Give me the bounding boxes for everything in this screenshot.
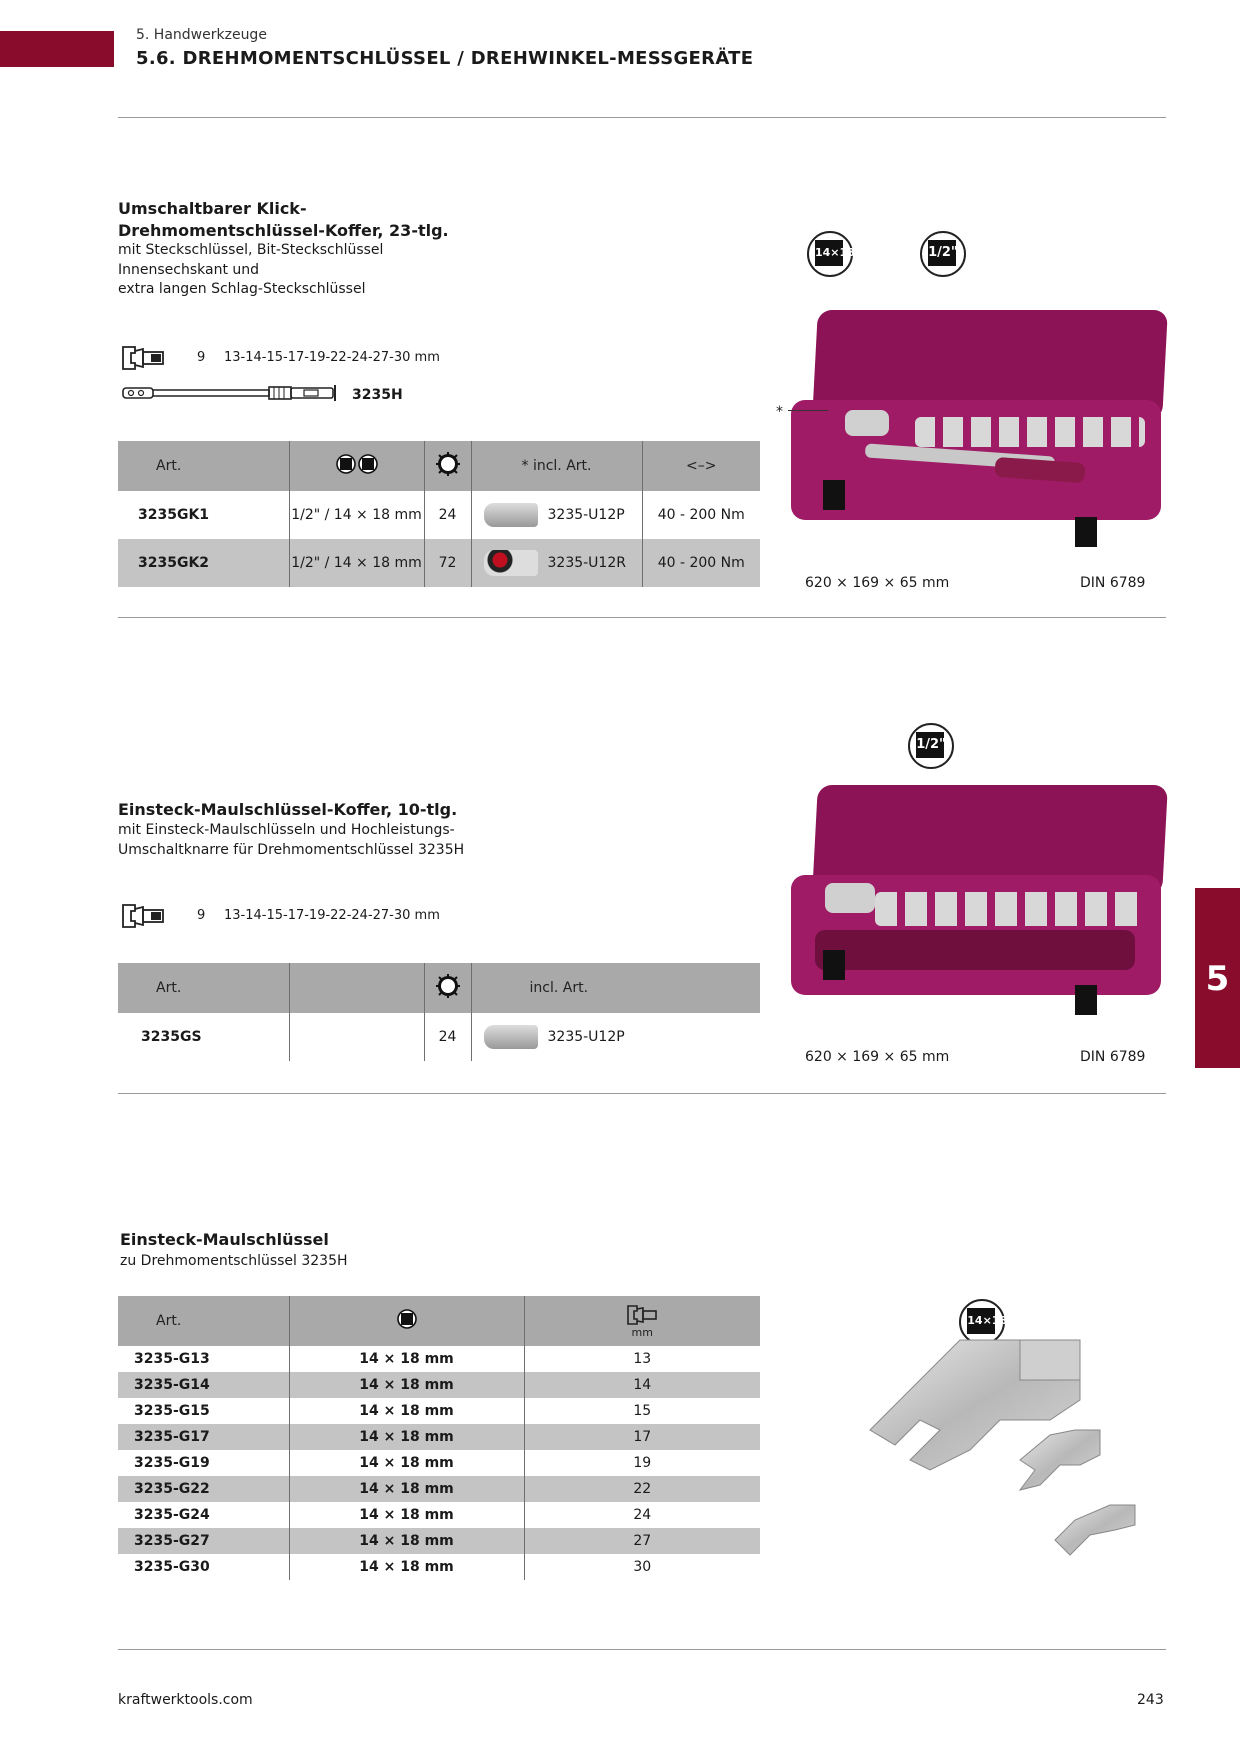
torque-wrench-icon	[121, 382, 343, 404]
col-range: <–>	[642, 441, 760, 491]
ratchet-insert-icon	[484, 1025, 538, 1049]
col-incl: incl. Art.	[471, 963, 760, 1013]
section2-table	[118, 963, 760, 1061]
section1-title-line2: Drehmomentschlüssel-Koffer, 23-tlg.	[118, 221, 449, 240]
gear-icon	[436, 974, 460, 998]
half-inch-drive-badge	[908, 723, 954, 769]
col-teeth	[424, 441, 471, 491]
section2-title: Einsteck-Maulschlüssel-Koffer, 10-tlg.	[118, 800, 458, 819]
incl-label: incl. Art.	[532, 458, 592, 474]
footer-page-number: 243	[1137, 1692, 1164, 1708]
wrench-inserts-image	[875, 892, 1145, 926]
row-mm: 27	[524, 1528, 760, 1554]
section3-description: zu Drehmomentschlüssel 3235H	[120, 1253, 348, 1269]
row-teeth: 24	[424, 491, 471, 539]
row-art: 3235-G17	[118, 1424, 289, 1450]
row-size: 14 × 18 mm	[289, 1450, 524, 1476]
section3-product-image	[860, 1320, 1150, 1570]
row-incl-art: 3235-U12R	[547, 555, 626, 571]
wrench-inserts-image	[915, 417, 1145, 447]
open-wrench-icon	[626, 1304, 658, 1326]
row-size: 14 × 18 mm	[289, 1346, 524, 1372]
row-range: 40 - 200 Nm	[642, 539, 760, 587]
row-mm: 24	[633, 1507, 652, 1523]
section3-divider	[118, 1649, 1166, 1650]
half-inch-drive-badge	[920, 231, 966, 277]
row-teeth: 24	[424, 1013, 471, 1061]
row-art: 3235-G14	[118, 1372, 289, 1398]
case-latch-left	[823, 480, 845, 510]
half-inch-drive-badge-label: 1/2"	[928, 240, 956, 266]
section2-spec-sizes: 13-14-15-17-19-22-24-27-30 mm	[224, 908, 440, 923]
open-wrench-insert-icon	[121, 343, 167, 373]
chapter-label: 5. Handwerkzeuge	[136, 27, 267, 43]
row-teeth: 72	[424, 539, 471, 587]
col-art: Art.	[118, 1296, 289, 1346]
case-latch-right	[1075, 985, 1097, 1015]
case-cutouts-image	[815, 930, 1135, 970]
col-drive	[289, 441, 424, 491]
case-latch-left	[823, 950, 845, 980]
table-row	[118, 1502, 760, 1528]
row-size: 14 × 18 mm	[289, 1476, 524, 1502]
row-art: 3235GK1	[118, 491, 289, 539]
section1-dimensions: 620 × 169 × 65 mm	[805, 575, 950, 591]
col-art: Art.	[118, 441, 289, 491]
row-size: 14 × 18 mm	[289, 1554, 524, 1580]
table-row	[118, 1372, 760, 1398]
section2-dimensions: 620 × 169 × 65 mm	[805, 1049, 950, 1065]
chapter-side-tab	[1195, 888, 1240, 1068]
image-callout-star: *	[776, 404, 783, 420]
image-callout-line	[788, 410, 828, 411]
section1-spec-count: 9	[197, 350, 206, 365]
section2-desc-line1: mit Einsteck-Maulschlüsseln und Hochleistungs-	[118, 822, 455, 838]
section1-divider	[118, 617, 1166, 618]
col-art: Art.	[118, 963, 289, 1013]
section1-norm: DIN 6789	[1080, 575, 1146, 591]
col-incl	[471, 441, 642, 491]
table-row	[118, 539, 760, 587]
row-mm: 15	[633, 1403, 652, 1419]
square-drive-badge	[807, 231, 853, 277]
square-drive-icon	[397, 1309, 417, 1329]
row-size: 14 × 18 mm	[289, 1424, 524, 1450]
row-incl	[471, 1013, 760, 1061]
col-mm-label: mm	[631, 1325, 653, 1339]
square-drive-badge-label: 14×18	[967, 1308, 995, 1334]
row-size: 14 × 18 mm	[289, 1372, 524, 1398]
table-row	[118, 1554, 760, 1580]
row-range: 40 - 200 Nm	[657, 507, 745, 523]
section2-spec-count: 9	[197, 908, 206, 923]
section1-wrench-art: 3235H	[352, 387, 403, 403]
incl-star: *	[521, 458, 529, 474]
row-mm: 19	[633, 1455, 652, 1471]
row-art: 3235-G30	[118, 1554, 289, 1580]
ratchet-head-image	[845, 410, 889, 436]
section1-desc-line1: mit Steckschlüssel, Bit-Steckschlüssel	[118, 242, 384, 258]
section1-table-header	[118, 441, 760, 491]
section1-desc-line2: Innensechskant und	[118, 261, 260, 278]
table-row	[118, 1424, 760, 1450]
section3-table	[118, 1296, 760, 1580]
open-wrench-insert-icon	[121, 901, 167, 931]
footer-website: kraftwerktools.com	[118, 1692, 253, 1708]
row-mm: 13	[633, 1351, 652, 1367]
section1-description	[118, 241, 383, 300]
row-mm: 30	[633, 1559, 652, 1575]
table-row	[118, 1346, 760, 1372]
header-divider	[118, 117, 1166, 118]
table-row	[118, 1476, 760, 1502]
col-mm	[524, 1296, 760, 1346]
row-art: 3235-G27	[118, 1528, 289, 1554]
section2-desc-line2: Umschaltknarre für Drehmomentschlüssel 3235H	[118, 841, 465, 858]
section2-product-image	[785, 780, 1170, 1020]
row-art: 3235-G13	[118, 1346, 289, 1372]
row-art: 3235-G19	[118, 1450, 289, 1476]
square-drive-badge-label: 14×18	[815, 240, 843, 266]
half-inch-drive-badge-label: 1/2"	[916, 732, 944, 758]
page-title: 5.6. DREHMOMENTSCHLÜSSEL / DREHWINKEL-MESSGERÄTE	[136, 48, 754, 69]
row-incl	[471, 491, 642, 539]
section3-title: Einsteck-Maulschlüssel	[120, 1230, 329, 1249]
table-row	[118, 1398, 760, 1424]
section2-description	[118, 821, 464, 860]
row-art: 3235-G22	[118, 1476, 289, 1502]
table-row	[118, 491, 760, 539]
section1-title	[118, 198, 449, 242]
chapter-side-tab-number: 5	[1205, 959, 1230, 999]
section2-norm: DIN 6789	[1080, 1049, 1146, 1065]
ratchet-insert-red-icon	[484, 550, 538, 576]
square-drive-icon	[335, 454, 379, 474]
row-incl-art: 3235-U12P	[547, 507, 625, 523]
row-size: 14 × 18 mm	[289, 1502, 524, 1528]
section1-desc-line3: extra langen Schlag-Steckschlüssel	[118, 281, 366, 297]
row-art: 3235GK2	[118, 539, 289, 587]
row-incl	[471, 539, 642, 587]
col-teeth	[424, 963, 471, 1013]
ratchet-insert-icon	[484, 503, 538, 527]
section3-table-header	[118, 1296, 760, 1346]
table-row	[118, 1013, 760, 1061]
row-mm: 17	[524, 1424, 760, 1450]
row-mm: 22	[524, 1476, 760, 1502]
row-empty	[289, 1013, 424, 1061]
header-color-bar	[0, 31, 114, 67]
row-drive: 1/2" / 14 × 18 mm	[289, 539, 424, 587]
col-square	[289, 1296, 524, 1346]
row-size: 14 × 18 mm	[289, 1528, 524, 1554]
case-latch-right	[1075, 517, 1097, 547]
gear-icon	[436, 452, 460, 476]
row-incl-art: 3235-U12P	[547, 1029, 625, 1045]
table-row	[118, 1528, 760, 1554]
section1-product-image	[785, 305, 1170, 550]
section1-title-line1: Umschaltbarer Klick-	[118, 199, 307, 218]
table-row	[118, 1450, 760, 1476]
ratchet-head-image	[825, 883, 875, 913]
section1-table	[118, 441, 760, 587]
row-mm: 14	[524, 1372, 760, 1398]
section1-spec-sizes: 13-14-15-17-19-22-24-27-30 mm	[224, 350, 440, 365]
row-art: 3235-G24	[118, 1502, 289, 1528]
row-size: 14 × 18 mm	[289, 1398, 524, 1424]
row-art: 3235GS	[118, 1013, 289, 1061]
col-empty	[289, 963, 424, 1013]
row-art: 3235-G15	[118, 1398, 289, 1424]
row-drive: 1/2" / 14 × 18 mm	[289, 491, 424, 539]
section2-divider	[118, 1093, 1166, 1094]
section2-table-header	[118, 963, 760, 1013]
